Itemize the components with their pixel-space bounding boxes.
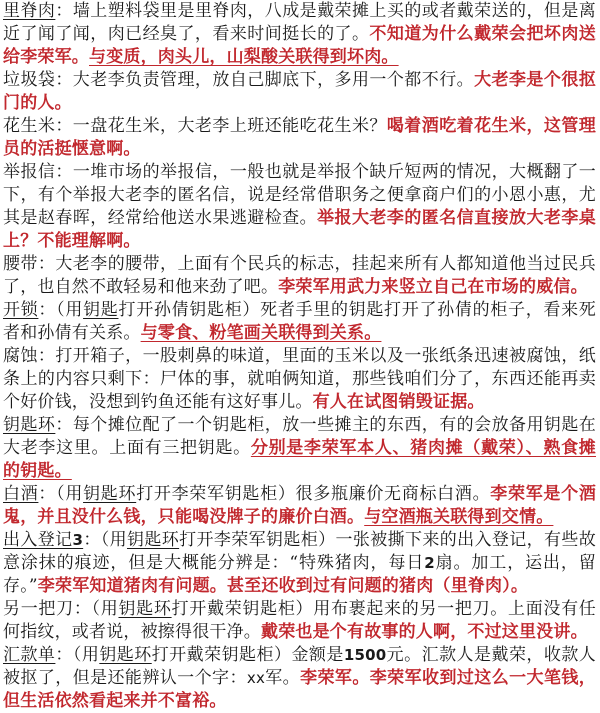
entry-note: 李荣军知道猪肉有问题。甚至还收到过有问题的猪肉（里脊肉）。 [37,576,529,596]
entry-term: 钥匙环 [3,415,56,435]
entry-term: 举报信 [3,162,56,182]
entry-desc: 一盘花生米，大老李上班还能吃花生米？ [72,116,387,136]
entry-term: 另一把刀 [3,599,74,619]
entry-term: 腰带 [3,254,38,274]
entry-note: 李荣军。李荣军收到过这么一大笔钱，但生活依然看起来并不富裕。 [3,668,596,711]
entry-liquor: 白酒：（用钥匙环打开李荣军钥匙柜）很多瓶廉价无商标白酒。李荣军是个酒鬼，并且没什么钱，只能喝没牌子的廉价白酒。与空酒瓶关联得到交情。 [3,484,597,527]
entry-desc: 金额是 [291,645,344,665]
entry-note: 戴荣也是个有故事的人啊，不过这里没讲。 [261,622,588,642]
entry-tool: 钥匙 [83,300,119,320]
entry-term: 汇款单 [3,645,56,665]
entry-note: 大老李是个很抠门的人。 [3,70,596,113]
entry-desc: 每个摊位配了一个钥匙柜，放一些摊主的东西，有的会放备用钥匙在大老李这里。上面有三把钥匙。 [3,415,597,458]
entry-garbage-bag: 垃圾袋：大老李负责管理，放自己脚底下，多用一个都不行。大老李是个很抠门的人。 [3,70,596,113]
entry-desc: 大老李负责管理，放自己脚底下，多用一个都不行。 [72,70,475,90]
entry-desc: 打开箱子，一股刺鼻的味道，里面的玉米以及一张纸条迅速被腐蚀，纸条上的内容只剩下：尸体的事，就咱俩知道，那些钱咱们分了，东西还能再卖个好价钱，没想到钓鱼还能有这好事儿。 [3,346,597,412]
entry-desc: 一堆市场的举报信，一般也就是举报个缺斤短两的情况，大概翻了一下，有个举报大老李的匿名信，说是经常借职务之便拿商户们的小恩小惠，尤其是赵春晖，经常给他送水果逃避检查。 [3,162,597,228]
entry-link: 与空酒瓶关联得到交情。 [364,507,554,527]
entry-tenderloin: 里脊肉：墙上塑料袋里是里脊肉，八成是戴荣摊上买的或者戴荣送的，但是离近了闻了闻，肉已经臭了，看来时间挺长的了。不知道为什么戴荣会把坏肉送给李荣军。与变质，肉头儿，山梨酸关联得到坏肉。 [3,1,597,67]
entry-report-letter: 举报信：一堆市场的举报信，一般也就是举报个缺斤短两的情况，大概翻了一下，有个举报大老李的匿名信，说是经常借职务之便拿商户们的小恩小惠，尤其是赵春晖，经常给他送水果逃避检查。举报大老李的匿名信直接放大老李桌上？不能理解啊。 [3,162,597,251]
entry-term: 花生米 [3,116,56,136]
entry-desc: 一张被撕下来的出入登记，有些故意涂抹的痕迹，但是大概能分辨是：“特殊猪肉，每日 [3,530,597,573]
entry-link: 与变质，肉头儿，山梨酸关联得到坏肉。 [89,47,399,67]
entry-desc: 死者手里的钥匙打开了孙倩的柜子，看来死者和孙倩有关系。 [3,300,597,343]
entry-link: 分别是李荣军本人、猪肉摊（戴荣）、熟食摊的钥匙。 [3,438,596,481]
entry-note: 有人在试图销毁证据。 [312,392,485,412]
entry-desc: 大老李的腰带，上面有个民兵的标志，挂起来所有人都知道他当过民兵了，也自然不敢轻易和他来劲了吧。 [3,254,597,297]
entry-note: 不知道为什么戴荣会把坏肉送给李荣军。 [3,24,596,67]
entry-belt: 腰带：大老李的腰带，上面有个民兵的标志，挂起来所有人都知道他当过民兵了，也自然不敢轻易和他来劲了吧。李荣军用武力来竖立自己在市场的威信。 [3,254,597,297]
entry-term: 垃圾袋 [3,70,56,90]
entry-note: 喝着酒吃着花生米，这管理员的活挺惬意啊。 [3,116,596,159]
entry-note: 李荣军是个酒鬼，并且没什么钱，只能喝没牌子的廉价白酒。 [3,484,597,527]
entry-unlock: 开锁：（用钥匙打开孙倩钥匙柜）死者手里的钥匙打开了孙倩的柜子，看来死者和孙倩有关系。与零食、粉笔画关联得到关系。 [3,300,597,343]
entry-term: 白酒 [3,484,39,504]
entry-desc: 用布裹起来的另一把刀。上面没有任何指纹，或者说，被擦得很干净。 [3,599,597,642]
entry-tool: 钥匙环 [126,530,180,550]
entry-remittance: 汇款单：（用钥匙环打开戴荣钥匙柜）金额是1500元。汇款人是戴荣，收款人被抠了，但是还能辨认一个字：xx军。李荣军。李荣军收到过这么一大笔钱，但生活依然看起来并不富裕。 [3,645,597,711]
entry-term: 腐蚀 [3,346,38,366]
entry-term: 开锁 [3,300,39,320]
entry-note: 举报大老李的匿名信直接放大老李桌上？不能理解啊。 [3,208,596,251]
entry-link: 与零食、粉笔画关联得到关系。 [140,323,382,343]
entry-key-ring: 钥匙环：每个摊位配了一个钥匙柜，放一些摊主的东西，有的会放备用钥匙在大老李这里。上面有三把钥匙。分别是李荣军本人、猪肉摊（戴荣）、熟食摊的钥匙。 [3,415,597,481]
entry-access-log: 出入登记3：（用钥匙环打开李荣军钥匙柜）一张被撕下来的出入登记，有些故意涂抹的痕迹，但是大概能分辨是：“特殊猪肉，每日2扇。加工，运出，留存。”李荣军知道猪肉有问题。甚至还收到过有问题的猪肉（里脊肉）。 [3,530,597,596]
entry-note: 李荣军用武力来竖立自己在市场的威信。 [278,277,588,297]
entry-corrosion: 腐蚀：打开箱子，一股刺鼻的味道，里面的玉米以及一张纸条迅速被腐蚀，纸条上的内容只剩下：尸体的事，就咱俩知道，那些钱咱们分了，东西还能再卖个好价钱，没想到钓鱼还能有这好事儿。有人在试图销毁证据。 [3,346,597,412]
entry-desc: 墙上塑料袋里是里脊肉，八成是戴荣摊上买的或者戴荣送的，但是离近了闻了闻，肉已经臭了，看来时间挺长的了。 [3,1,597,44]
entry-term: 出入登记3 [3,530,84,550]
entry-another-knife: 另一把刀：（用钥匙环打开戴荣钥匙柜）用布裹起来的另一把刀。上面没有任何指纹，或者说，被擦得很干净。戴荣也是个有故事的人啊，不过这里没讲。 [3,599,597,642]
entry-tool: 钥匙环 [118,599,172,619]
entry-term: 里脊肉 [3,1,56,21]
entry-tool: 钥匙环 [99,645,152,665]
entry-peanuts: 花生米：一盘花生米，大老李上班还能吃花生米？喝着酒吃着花生米，这管理员的活挺惬意啊。 [3,116,596,159]
entry-tool: 钥匙环 [83,484,137,504]
entry-desc: 很多瓶廉价无商标白酒。 [295,484,491,504]
